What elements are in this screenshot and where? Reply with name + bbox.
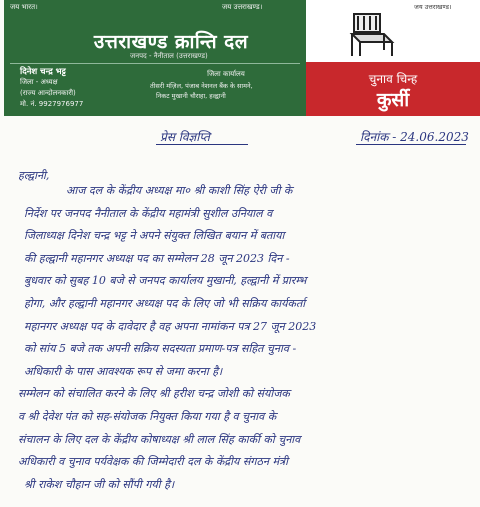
letter-line: को सांय 5 बजे तक अपनी सक्रिय सदस्यता प्रमाण-पत्र सहित चुनाव - [24,342,297,356]
letter-line: अधिकारी के पास आवश्यक रूप से जमा करना है। [24,364,223,378]
symbol-top-slogan: जय उत्तराखण्ड। [414,3,452,11]
office-address-line2: निकट मुखानी चौराहा, हल्द्वानी [156,92,226,100]
heading-underline [156,144,248,145]
election-symbol-label: चुनाव चिन्ह [368,72,418,86]
letter-line: श्री राकेश चौहान जी को सौंपी गयी है। [24,477,175,491]
party-subtitle: जनपद - नैनीताल (उत्तराखण्ड) [130,52,208,60]
letter-greeting: हल्द्वानी, [18,169,50,182]
person-role: जिला - अध्यक्ष [20,78,58,86]
letterhead-divider [10,63,300,64]
person-name: दिनेश चन्द्र भट्ट [20,67,66,77]
letter-line: अधिकारी व चुनाव पर्यवेक्षक की जिम्मेदारी दल के केंद्रीय संगठन मंत्री [18,455,288,469]
person-mobile: मो. नं. 9927976977 [20,100,84,108]
letter-line: बुधवार को सुबह 10 बजे से जनपद कार्यालय मुखानी, हल्द्वानी में प्रारम्भ [24,274,307,288]
letter-line: होगा, और हल्द्वानी महानगर अध्यक्ष पद के लिए जो भी सक्रिय कार्यकर्ता [24,297,306,310]
party-name: उत्तराखण्ड क्रान्ति दल [93,31,249,53]
office-title: जिला कार्यालय [207,70,245,78]
date-underline [356,144,466,145]
letter-line: व श्री देवेश पंत को सह-संयोजक नियुक्त किया गया है व चुनाव के [18,410,277,423]
letter-line: जिलाध्यक्ष दिनेश चन्द्र भट्ट ने अपने संयुक्त लिखित बयान में बताया [24,229,285,243]
election-symbol-name: कुर्सी [376,89,410,111]
letter-line: निर्देश पर जनपद नैनीताल के केंद्रीय महामंत्री सुशील उनियाल व [24,206,273,220]
letterhead [0,0,480,116]
letter-line: सम्मेलन को संचालित करने के लिए श्री हरीश चन्द्र जोशी को संयोजक [18,387,290,401]
top-left-slogan: जय भारत। [10,3,38,11]
chair-icon [344,12,402,58]
top-right-slogan: जय उत्तराखण्ड। [222,3,263,11]
letter-line: आज दल के केंद्रीय अध्यक्ष मा० श्री काशी सिंह ऐरी जी के [66,184,293,197]
press-release-heading: प्रेस विज्ञप्ति [160,130,210,144]
office-address-line1: तीसरी मंज़िल, पंजाब नेशनल बैंक के सामने, [150,82,253,90]
letter-line: की हल्द्वानी महानगर अध्यक्ष पद का सम्मेलन 28 जून 2023 दिन - [24,251,290,265]
letter-date: दिनांक - 24.06.2023 [360,130,469,144]
letter-line: महानगर अध्यक्ष पद के दावेदार है वह अपना नामांकन पत्र 27 जून 2023 [24,319,317,333]
letter-line: संचालन के लिए दल के केंद्रीय कोषाध्यक्ष श्री लाल सिंह कार्की को चुनाव [18,432,301,446]
person-org: (राज्य आन्दोलनकारी) [20,89,76,97]
